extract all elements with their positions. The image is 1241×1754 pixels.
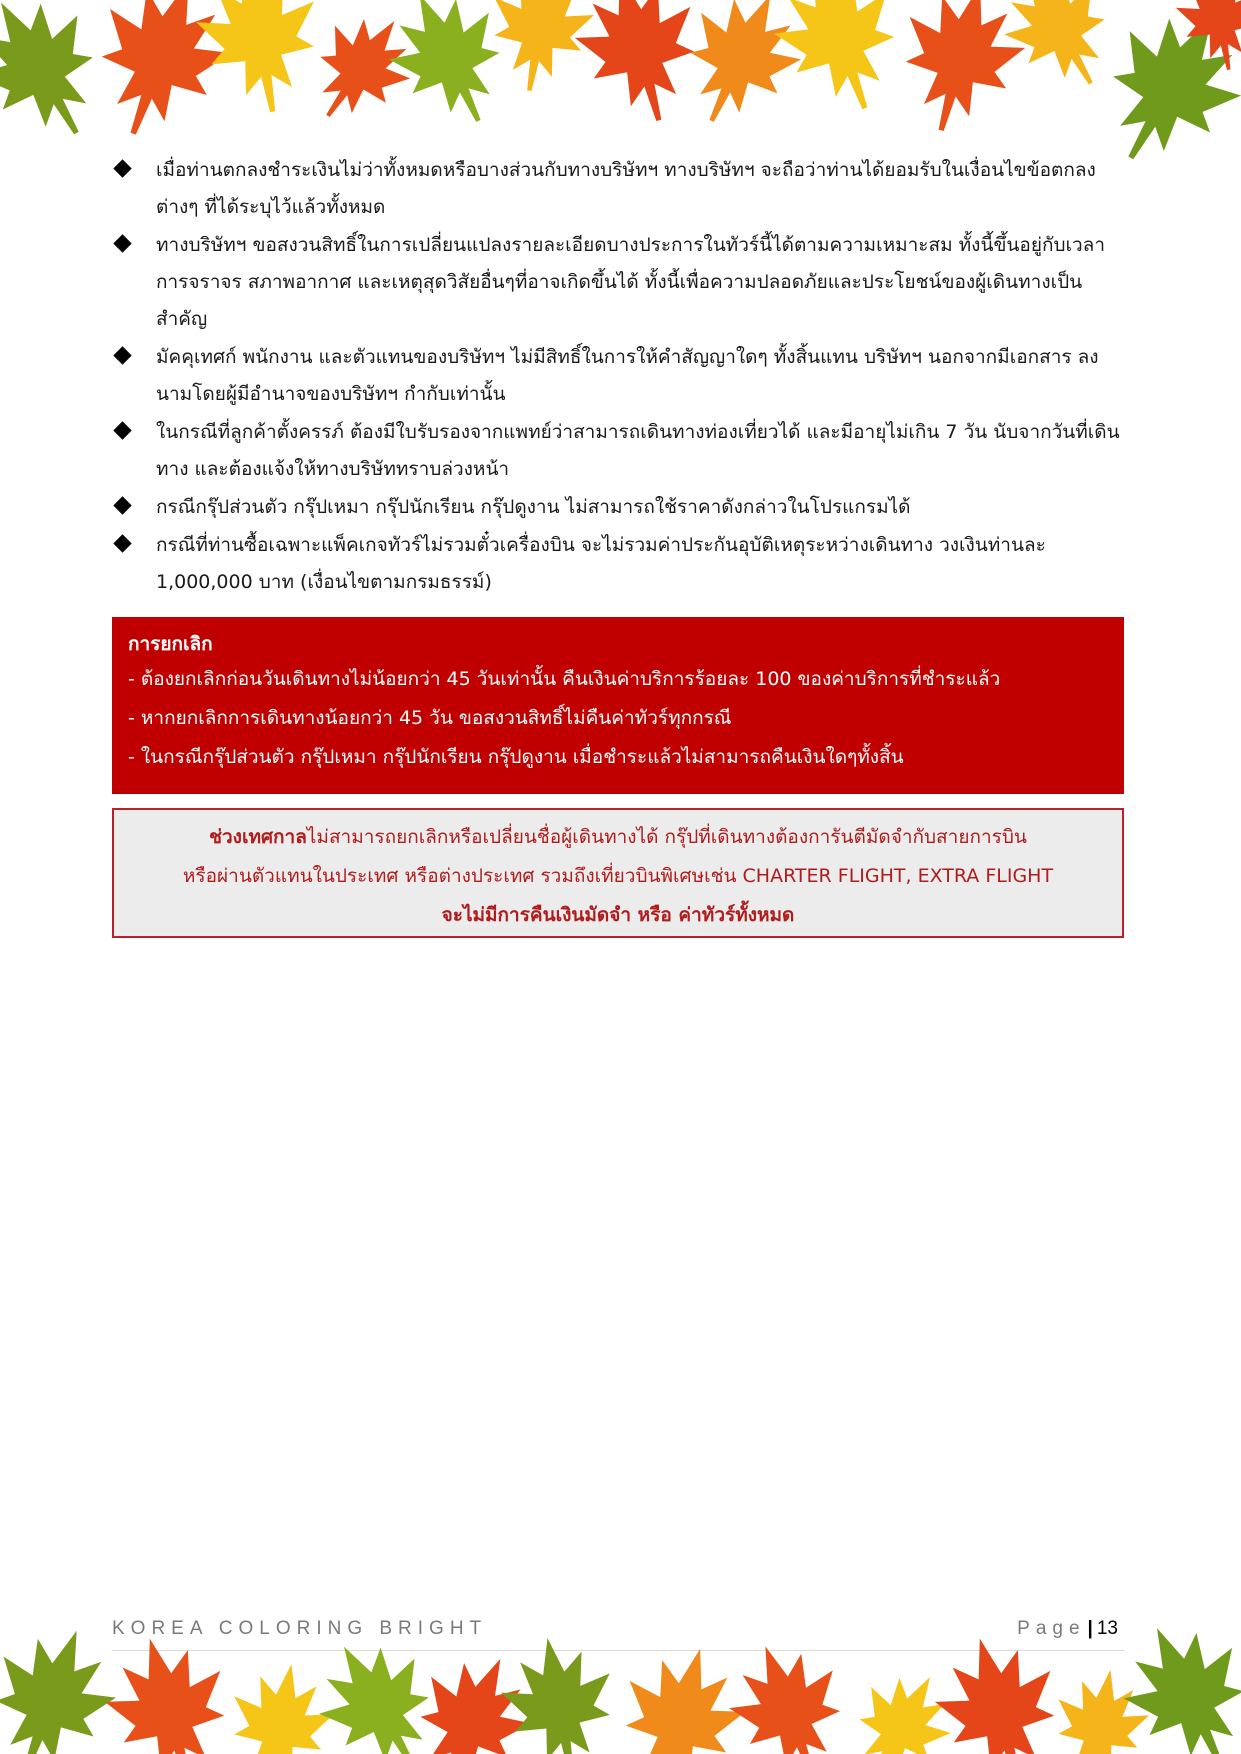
list-item: กรณีที่ท่านซื้อเฉพาะแพ็คเกจทัวร์ไม่รวมตั๋วเครื่องบิน จะไม่รวมค่าประกันอุบัติเหตุระหว่างเดินทาง วงเงินท่านละ 1,000,000 บาท (เงื่อนไขตามกรมธรรม์) (112, 527, 1132, 601)
list-item: ในกรณีที่ลูกค้าตั้งครรภ์ ต้องมีใบรับรองจากแพทย์ว่าสามารถเดินทางท่องเที่ยวได้ และมีอายุไม่เกิน 7 วัน นับจากวันที่เดินทาง และต้องแจ้งให้ทางบริษัททราบล่วงหน้า (112, 414, 1132, 488)
list-item: กรณีกรุ๊ปส่วนตัว กรุ๊ปเหมา กรุ๊ปนักเรียน กรุ๊ปดูงาน ไม่สามารถใช้ราคาดังกล่าวในโปรแกรมได้ (112, 489, 1132, 526)
cancellation-policy-box (112, 617, 1124, 794)
diamond-bullet-icon (113, 534, 131, 552)
diamond-bullet-icon (113, 421, 131, 439)
cancellation-line: - ในกรณีกรุ๊ปส่วนตัว กรุ๊ปเหมา กรุ๊ปนักเรียน กรุ๊ปดูงาน เมื่อชำระแล้วไม่สามารถคืนเงินใดๆทั้งสิ้น (128, 746, 904, 768)
footer-brand: KOREA COLORING BRIGHT (112, 1618, 488, 1639)
page-indicator: Page | 13 (1017, 1618, 1118, 1639)
diamond-bullet-icon (113, 234, 131, 252)
autumn-leaves-bottom-border (0, 1614, 1241, 1754)
diamond-bullet-icon (113, 496, 131, 514)
festival-notice-box (112, 808, 1124, 938)
page-number: 13 (1096, 1618, 1118, 1639)
festival-label: ช่วงเทศกาล (209, 826, 307, 848)
cancellation-line: - ต้องยกเลิกก่อนวันเดินทางไม่น้อยกว่า 45 วันเท่านั้น คืนเงินค่าบริการร้อยละ 100 ของค่าบริการที่ชำระแล้ว (128, 668, 1001, 690)
cancellation-line: - หากยกเลิกการเดินทางน้อยกว่า 45 วัน ขอสงวนสิทธิ์ไม่คืนค่าทัวร์ทุกกรณี (128, 707, 732, 729)
list-item: เมื่อท่านตกลงชำระเงินไม่ว่าทั้งหมดหรือบางส่วนกับทางบริษัทฯ ทางบริษัทฯ จะถือว่าท่านได้ยอมรับในเงื่อนไขข้อตกลงต่างๆ ที่ได้ระบุไว้แล้วทั้งหมด (112, 152, 1132, 226)
list-item: มัคคุเทศก์ พนักงาน และตัวแทนของบริษัทฯ ไม่มีสิทธิ์ในการให้คำสัญญาใดๆ ทั้งสิ้นแทน บริษัทฯ นอกจากมีเอกสาร ลงนามโดยผู้มีอำนาจของบริษัทฯ กำกับเท่านั้น (112, 339, 1132, 413)
diamond-bullet-icon (113, 159, 131, 177)
festival-line-3: จะไม่มีการคืนเงินมัดจำ หรือ ค่าทัวร์ทั้งหมด (441, 904, 795, 926)
festival-line-2: หรือผ่านตัวแทนในประเทศ หรือต่างประเทศ รวมถึงเที่ยวบินพิเศษเช่น CHARTER FLIGHT, EXTRA FLIGHT (182, 865, 1054, 887)
list-item: ทางบริษัทฯ ขอสงวนสิทธิ์ในการเปลี่ยนแปลงรายละเอียดบางประการในทัวร์นี้ได้ตามความเหมาะสม ทั้งนี้ขึ้นอยู่กับเวลา การจราจร สภาพอากาศ และเหตุสุดวิสัยอื่นๆที่อาจเกิดขึ้นได้ ทั้งนี้เพื่อความปลอดภัยและประโยชน์ของผู้เดินทางเป็นสำคัญ (112, 227, 1132, 338)
terms-list (112, 152, 1132, 602)
cancellation-title: การยกเลิก (128, 633, 213, 655)
diamond-bullet-icon (113, 346, 131, 364)
festival-line-1: ช่วงเทศกาลไม่สามารถยกเลิกหรือเปลี่ยนชื่อผู้เดินทางได้ กรุ๊ปที่เดินทางต้องการันตีมัดจำกับสายการบิน (209, 826, 1027, 848)
